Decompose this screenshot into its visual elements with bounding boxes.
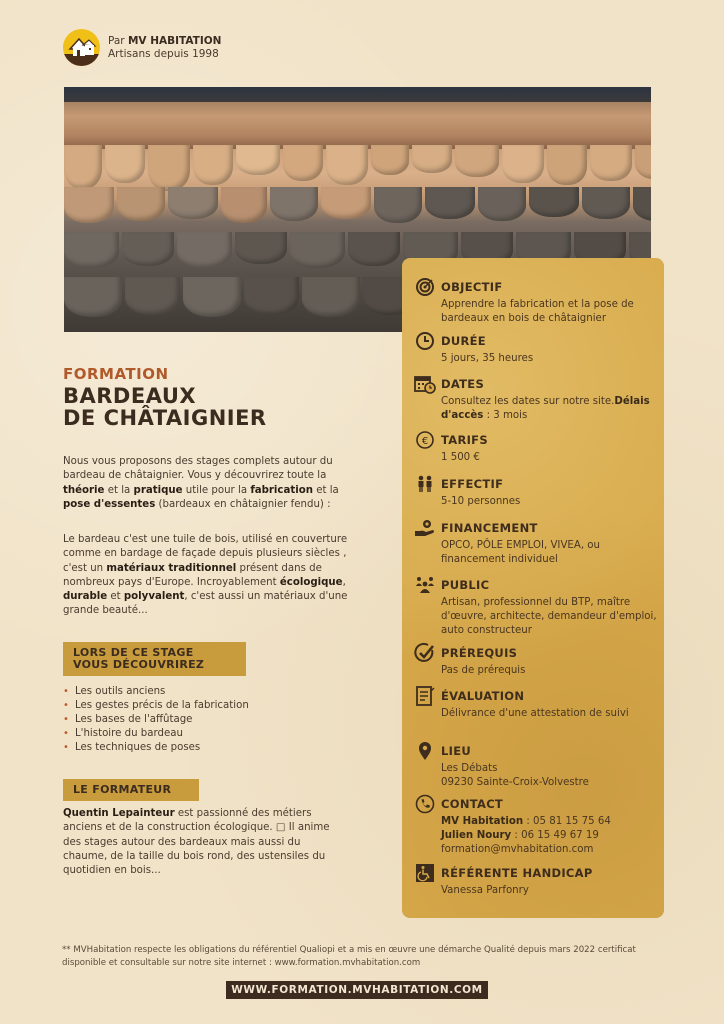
info-public <box>414 574 659 638</box>
info-text: Délivrance d'une attestation de suivi <box>441 708 629 719</box>
info-text: Consultez les dates sur notre site.Délais d'accès : 3 mois <box>441 396 650 421</box>
info-text: Apprendre la fabrication et la pose de bardeaux en bois de châtaignier <box>441 299 634 324</box>
info-title: EFFECTIF <box>441 477 504 491</box>
euro-icon <box>414 429 436 451</box>
phone-icon <box>414 793 436 815</box>
brand-tagline: Artisans depuis 1998 <box>108 47 219 60</box>
info-text: Artisan, professionnel du BTP, maître d'œuvre, architecte, demandeur d'emploi, auto constructeur <box>441 597 657 636</box>
info-text: 5 jours, 35 heures <box>441 353 534 364</box>
check-circle-icon <box>414 642 436 664</box>
info-title: OBJECTIF <box>441 280 503 294</box>
list-item: • L'histoire du bardeau <box>63 727 249 741</box>
stage-topics-list <box>63 685 249 755</box>
info-title: ÉVALUATION <box>441 689 525 703</box>
info-text: Les Débats 09230 Sainte-Croix-Volvestre <box>441 763 589 788</box>
website-link[interactable]: WWW.FORMATION.MVHABITATION.COM <box>226 981 488 999</box>
info-handicap <box>414 862 659 898</box>
location-pin-icon <box>414 740 436 762</box>
info-text: 5-10 personnes <box>441 496 521 507</box>
info-panel <box>402 258 664 918</box>
info-objectif <box>414 276 659 326</box>
formateur-paragraph <box>63 807 343 878</box>
info-contact <box>414 793 659 857</box>
header <box>63 29 221 66</box>
info-title: FINANCEMENT <box>441 521 538 535</box>
info-duree <box>414 330 659 366</box>
formateur-section-tag: LE FORMATEUR <box>63 779 199 801</box>
brand-name: MV HABITATION <box>127 34 222 47</box>
photo-shingle-row <box>64 145 651 191</box>
photo-ridge-beam <box>64 102 651 149</box>
info-text: Pas de prérequis <box>441 665 526 676</box>
contact-phone[interactable]: : 05 81 15 75 64 <box>523 816 611 827</box>
info-title: PUBLIC <box>441 578 490 592</box>
info-evaluation <box>414 685 659 721</box>
list-item: • Les outils anciens <box>63 685 249 699</box>
intro-paragraph-1: Nous vous proposons des stages complets autour du bardeau de châtaignier. Vous y découvrirez toute la théorie et la pratique utile pour la fabrication et la pose d'essentes (bardeaux en châtaignier fendu) : <box>63 456 339 510</box>
info-title: RÉFÉRENTE HANDICAP <box>441 866 593 880</box>
info-financement <box>414 517 659 567</box>
info-text: OPCO, PÔLE EMPLOI, VIVEA, ou financement individuel <box>441 540 600 565</box>
document-icon <box>414 685 436 707</box>
list-item: • Les techniques de poses <box>63 741 249 755</box>
stage-tag-line-1: LORS DE CE STAGE <box>73 646 194 659</box>
contact-phone[interactable]: : 06 15 49 67 19 <box>511 830 599 841</box>
info-title: DATES <box>441 377 485 391</box>
target-icon <box>414 276 436 298</box>
clock-icon <box>414 330 436 352</box>
stage-section-tag <box>63 642 246 676</box>
info-title: DURÉE <box>441 334 486 348</box>
info-dates <box>414 373 659 423</box>
info-effectif <box>414 473 659 509</box>
info-title: TARIFS <box>441 433 488 447</box>
wheelchair-icon <box>414 862 436 884</box>
mv-habitation-logo <box>63 29 100 66</box>
contact-email-link[interactable]: formation@mvhabitation.com <box>441 844 594 855</box>
calendar-icon <box>414 373 436 395</box>
qualiopi-footnote: ** MVHabitation respecte les obligations du référentiel Qualiopi et a mis en œuvre une démarche Qualité depuis mars 2022 certificat disponible et consultable sur notre site internet : www.formation.mvhabitation.com <box>62 945 636 968</box>
house-icon <box>63 29 100 66</box>
photo-shingle-row <box>64 187 651 223</box>
info-text: 1 500 € <box>441 452 480 463</box>
list-item: • Les gestes précis de la fabrication <box>63 699 249 713</box>
info-prerequis <box>414 642 659 678</box>
contact-name: Julien Noury <box>441 830 512 841</box>
formateur-text: est passionné des métiers anciens et de la construction écologique. □ Il anime des stages autour des bardeaux mais aussi du chaume, de la taille du bois rond, des ustensiles du quotidien en bois... <box>63 808 330 877</box>
people-icon <box>414 473 436 495</box>
info-title: PRÉREQUIS <box>441 646 518 660</box>
list-item: • Les bases de l'affûtage <box>63 713 249 727</box>
brand-text <box>108 35 221 61</box>
formateur-name: Quentin Lepainteur <box>63 808 175 819</box>
contact-name: MV Habitation <box>441 816 524 827</box>
info-lieu <box>414 740 659 790</box>
info-text <box>441 815 659 857</box>
brand-prefix: Par <box>108 34 125 47</box>
title-line-2: DE CHÂTAIGNIER <box>63 406 267 430</box>
formation-label: FORMATION <box>63 365 169 383</box>
group-icon <box>414 574 436 596</box>
info-tarifs <box>414 429 659 465</box>
info-text: Vanessa Parfonry <box>441 885 529 896</box>
info-title: CONTACT <box>441 797 504 811</box>
title-line-1: BARDEAUX <box>63 384 197 408</box>
intro-paragraph-2: Le bardeau c'est une tuile de bois, utilisé en couverture comme en bardage de façade depuis plusieurs siècles , c'est un matériaux traditionnel présent dans de nombreux pays d'Europe. Incroyablement écologique, durable et polyvalent, c'est aussi un matériaux d'une grande beauté... <box>63 534 348 617</box>
svg-text:€: € <box>421 436 429 447</box>
page-title <box>63 385 267 429</box>
money-hand-icon <box>414 517 436 539</box>
stage-tag-line-2: VOUS DÉCOUVRIREZ <box>73 658 205 671</box>
info-title: LIEU <box>441 744 472 758</box>
